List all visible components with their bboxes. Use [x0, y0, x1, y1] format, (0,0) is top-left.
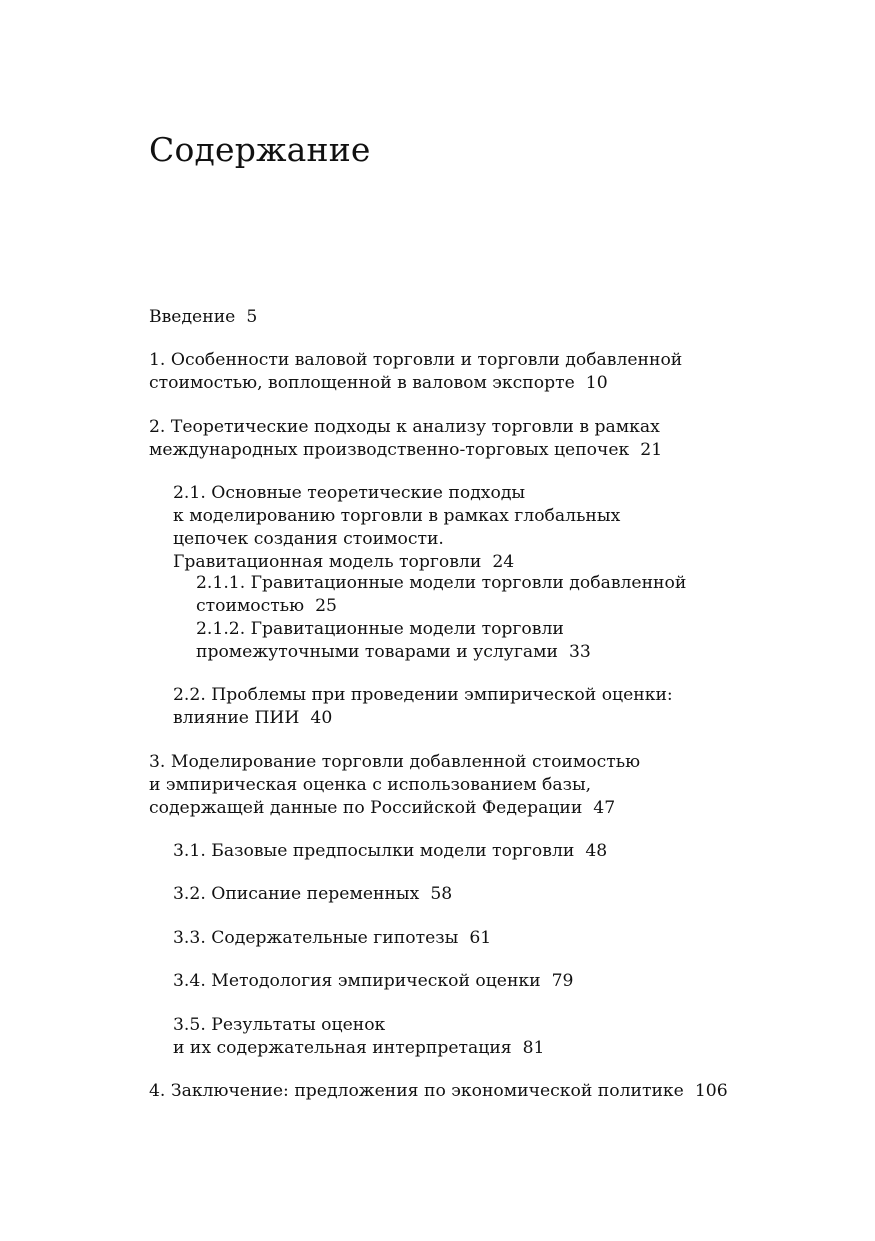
toc-page-number: 47 — [593, 798, 616, 818]
toc-entry-title: 3.3. Содержательные гипотезы — [173, 928, 459, 948]
toc-page-number: 21 — [640, 440, 663, 460]
toc-entry-title: 3.2. Описание переменных — [173, 884, 420, 904]
toc-entry-title: Введение — [149, 307, 236, 327]
toc-entry-title: 4. Заключение: предложения по экономической политике — [149, 1081, 684, 1101]
toc-page-number: 5 — [246, 307, 258, 327]
toc-page-number: 79 — [551, 971, 574, 991]
toc-entry-title: содержащей данные по Российской Федерации — [149, 798, 583, 818]
toc-entry-title: стоимостью, воплощенной в валовом экспорте — [149, 373, 575, 393]
toc-entry-title: 3.1. Базовые предпосылки модели торговли — [173, 841, 575, 861]
toc-entry-title: влияние ПИИ — [173, 708, 300, 728]
toc-page-number: 33 — [569, 642, 591, 662]
toc-entry-title: и их содержательная интерпретация — [173, 1038, 512, 1058]
toc-page-number: 81 — [522, 1038, 545, 1058]
toc-entry-title: 3.4. Методология эмпирической оценки — [173, 971, 541, 991]
toc-page-number: 10 — [585, 373, 608, 393]
toc-page-number: 48 — [585, 841, 608, 861]
toc-page-number: 58 — [430, 884, 453, 904]
toc-page-number: 24 — [492, 552, 515, 572]
toc-entry-title: стоимостью — [196, 596, 305, 616]
toc-page-number: 61 — [469, 928, 492, 948]
toc-entry-title: промежуточными товарами и услугами — [196, 642, 558, 662]
page-title: Содержание — [149, 130, 371, 169]
toc-page-number: 40 — [310, 708, 333, 728]
toc-page-number: 106 — [694, 1081, 728, 1101]
toc-entry-title: международных производственно-торговых цепочек — [149, 440, 630, 460]
toc-entry-title: Гравитационная модель торговли — [173, 552, 482, 572]
toc-page-number: 25 — [315, 596, 337, 616]
